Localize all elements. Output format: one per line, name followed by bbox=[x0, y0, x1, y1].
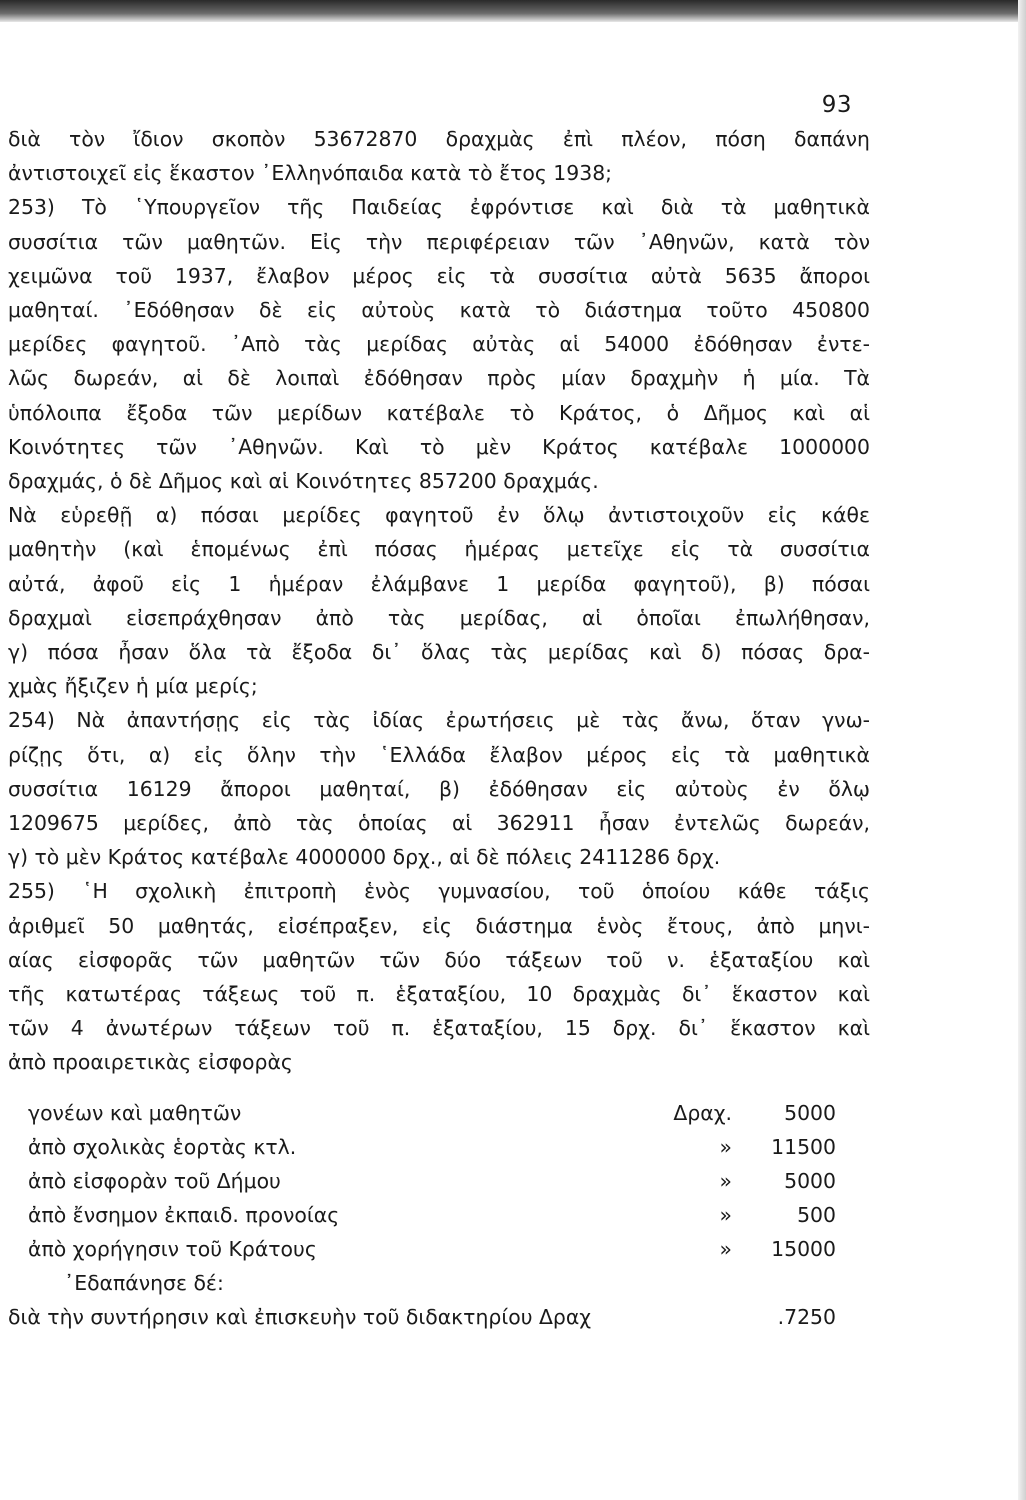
ledger-label: ἀπὸ σχολικὰς ἑορτὰς κτλ. bbox=[28, 1135, 297, 1159]
paragraph-lines bbox=[8, 122, 870, 1075]
body-text bbox=[8, 122, 870, 1075]
ledger-amount: 11500 bbox=[771, 1135, 836, 1159]
text-line: αίας εἰσφορᾶς τῶν μαθητῶν τῶν δύο τάξεων τοῦ ν. ἑξαταξίου καὶ bbox=[8, 947, 870, 972]
text-line: ρίζῃς ὅτι, α) εἰς ὅλην τὴν ῾Ελλάδα ἔλαβον μέρος εἰς τὰ μαθητικὰ bbox=[8, 742, 870, 767]
ledger-amount: 5000 bbox=[784, 1101, 836, 1125]
text-line: δραχμάς, ὁ δὲ Δῆμος καὶ αἱ Κοινότητες 857200 δραχμάς. bbox=[8, 469, 599, 493]
ledger-amount: 15000 bbox=[771, 1237, 836, 1261]
ledger-row bbox=[28, 1198, 840, 1232]
text-line: ἀπὸ προαιρετικὰς εἰσφορὰς bbox=[8, 1050, 293, 1075]
text-line: 255) ῾Η σχολικὴ ἐπιτροπὴ ἑνὸς γυμνασίου, τοῦ ὁποίου κάθε τάξις bbox=[8, 879, 870, 904]
text-line: Κοινότητες τῶν ᾿Αθηνῶν. Καὶ τὸ μὲν Κράτος κατέβαλε 1000000 bbox=[8, 434, 870, 459]
text-line: διὰ τὸν ἴδιον σκοπὸν 53672870 δραχμὰς ἐπὶ πλέον, πόση δαπάνη bbox=[8, 127, 870, 151]
expense-heading: ᾿Εδαπάνησε δέ: bbox=[64, 1271, 224, 1295]
expense-amount: .7250 bbox=[777, 1305, 836, 1329]
ledger-currency: » bbox=[719, 1135, 732, 1159]
text-line: 1209675 μερίδες, ἀπὸ τὰς ὁποίας αἱ 362911 ἦσαν ἐντελῶς δωρεάν, bbox=[8, 811, 870, 835]
text-line: τῆς κατωτέρας τάξεως τοῦ π. ἑξαταξίου, 10 δραχμὰς δι᾿ ἕκαστον καὶ bbox=[8, 982, 870, 1006]
text-line: ἀριθμεῖ 50 μαθητάς, εἰσέπραξεν, εἰς διάστημα ἑνὸς ἔτους, ἀπὸ μηνι- bbox=[8, 913, 870, 938]
text-line: αὐτά, ἀφοῦ εἰς 1 ἡμέραν ἐλάμβανε 1 μερίδα φαγητοῦ), β) πόσαι bbox=[8, 571, 870, 596]
text-line: χμὰς ἤξιζεν ἡ μία μερίς; bbox=[8, 674, 258, 699]
text-line: χειμῶνα τοῦ 1937, ἔλαβον μέρος εἰς τὰ συσσίτια αὐτὰ 5635 ἄποροι bbox=[8, 263, 870, 288]
text-line: Νὰ εὑρεθῇ α) πόσαι μερίδες φαγητοῦ ἐν ὅλῳ ἀντιστοιχοῦν εἰς κάθε bbox=[8, 503, 870, 528]
ledger-currency: » bbox=[719, 1169, 732, 1193]
income-ledger bbox=[8, 1096, 840, 1334]
text-line: γ) τὸ μὲν Κράτος κατέβαλε 4000000 δρχ., αἱ δὲ πόλεις 2411286 δρχ. bbox=[8, 845, 721, 870]
page-number: 93 bbox=[821, 92, 852, 118]
ledger-currency: » bbox=[719, 1237, 732, 1261]
text-line: συσσίτια 16129 ἄποροι μαθηταί, β) ἐδόθησαν εἰς αὐτοὺς ἐν ὅλῳ bbox=[8, 776, 870, 801]
ledger-row bbox=[28, 1130, 840, 1164]
ledger-label: ἀπὸ χορήγησιν τοῦ Κράτους bbox=[28, 1237, 317, 1261]
ledger-currency: » bbox=[719, 1203, 732, 1227]
text-line: λῶς δωρεάν, αἱ δὲ λοιπαὶ ἐδόθησαν πρὸς μίαν δραχμὴν ἡ μία. Τὰ bbox=[8, 366, 870, 391]
text-line: μερίδες φαγητοῦ. ᾿Απὸ τὰς μερίδας αὐτὰς αἱ 54000 ἐδόθησαν ἐντε- bbox=[8, 332, 870, 357]
ledger-label: ἀπὸ ἔνσημον ἐκπαιδ. προνοίας bbox=[28, 1203, 340, 1227]
text-line: γ) πόσα ἦσαν ὅλα τὰ ἔξοδα δι᾿ ὅλας τὰς μερίδας καὶ δ) πόσας δρα- bbox=[8, 640, 870, 664]
ledger-label: ἀπὸ εἰσφορὰν τοῦ Δήμου bbox=[28, 1169, 281, 1193]
text-line: ὑπόλοιπα ἔξοδα τῶν μερίδων κατέβαλε τὸ Κράτος, ὁ Δῆμος καὶ αἱ bbox=[8, 400, 870, 425]
text-line: ἀντιστοιχεῖ εἰς ἕκαστον ᾿Ελληνόπαιδα κατὰ τὸ ἔτος 1938; bbox=[8, 161, 613, 186]
text-line: μαθηταί. ᾿Εδόθησαν δὲ εἰς αὐτοὺς κατὰ τὸ διάστημα τοῦτο 450800 bbox=[8, 298, 870, 322]
ledger-amount: 500 bbox=[797, 1203, 836, 1227]
text-line: 254) Νὰ ἀπαντήσῃς εἰς τὰς ἰδίας ἐρωτήσεις μὲ τὰς ἄνω, ὅταν γνω- bbox=[8, 708, 870, 733]
text-line: δραχμαὶ εἰσεπράχθησαν ἀπὸ τὰς μερίδας, αἱ ὁποῖαι ἐπωλήθησαν, bbox=[8, 605, 870, 630]
expense-row bbox=[8, 1300, 840, 1334]
ledger-row bbox=[28, 1164, 840, 1198]
ledger-row bbox=[28, 1232, 840, 1266]
income-rows bbox=[28, 1096, 840, 1266]
text-line: τῶν 4 ἀνωτέρων τάξεων τοῦ π. ἑξαταξίου, 15 δρχ. δι᾿ ἕκαστον καὶ bbox=[8, 1016, 870, 1041]
ledger-amount: 5000 bbox=[784, 1169, 836, 1193]
ledger-currency: Δραχ. bbox=[673, 1101, 732, 1125]
ledger-label: γονέων καὶ μαθητῶν bbox=[28, 1101, 242, 1125]
text-line: συσσίτια τῶν μαθητῶν. Εἰς τὴν περιφέρειαν τῶν ᾿Αθηνῶν, κατὰ τὸν bbox=[8, 229, 870, 254]
text-line: 253) Τὸ ῾Υπουργεῖον τῆς Παιδείας ἐφρόντισε καὶ διὰ τὰ μαθητικὰ bbox=[8, 195, 870, 220]
ledger-row bbox=[28, 1096, 840, 1130]
expense-label: διὰ τὴν συντήρησιν καὶ ἐπισκευὴν τοῦ διδακτηρίου Δραχ bbox=[8, 1305, 592, 1329]
text-line: μαθητὴν (καὶ ἑπομένως ἐπὶ πόσας ἡμέρας μετεῖχε εἰς τὰ συσσίτια bbox=[8, 537, 870, 562]
